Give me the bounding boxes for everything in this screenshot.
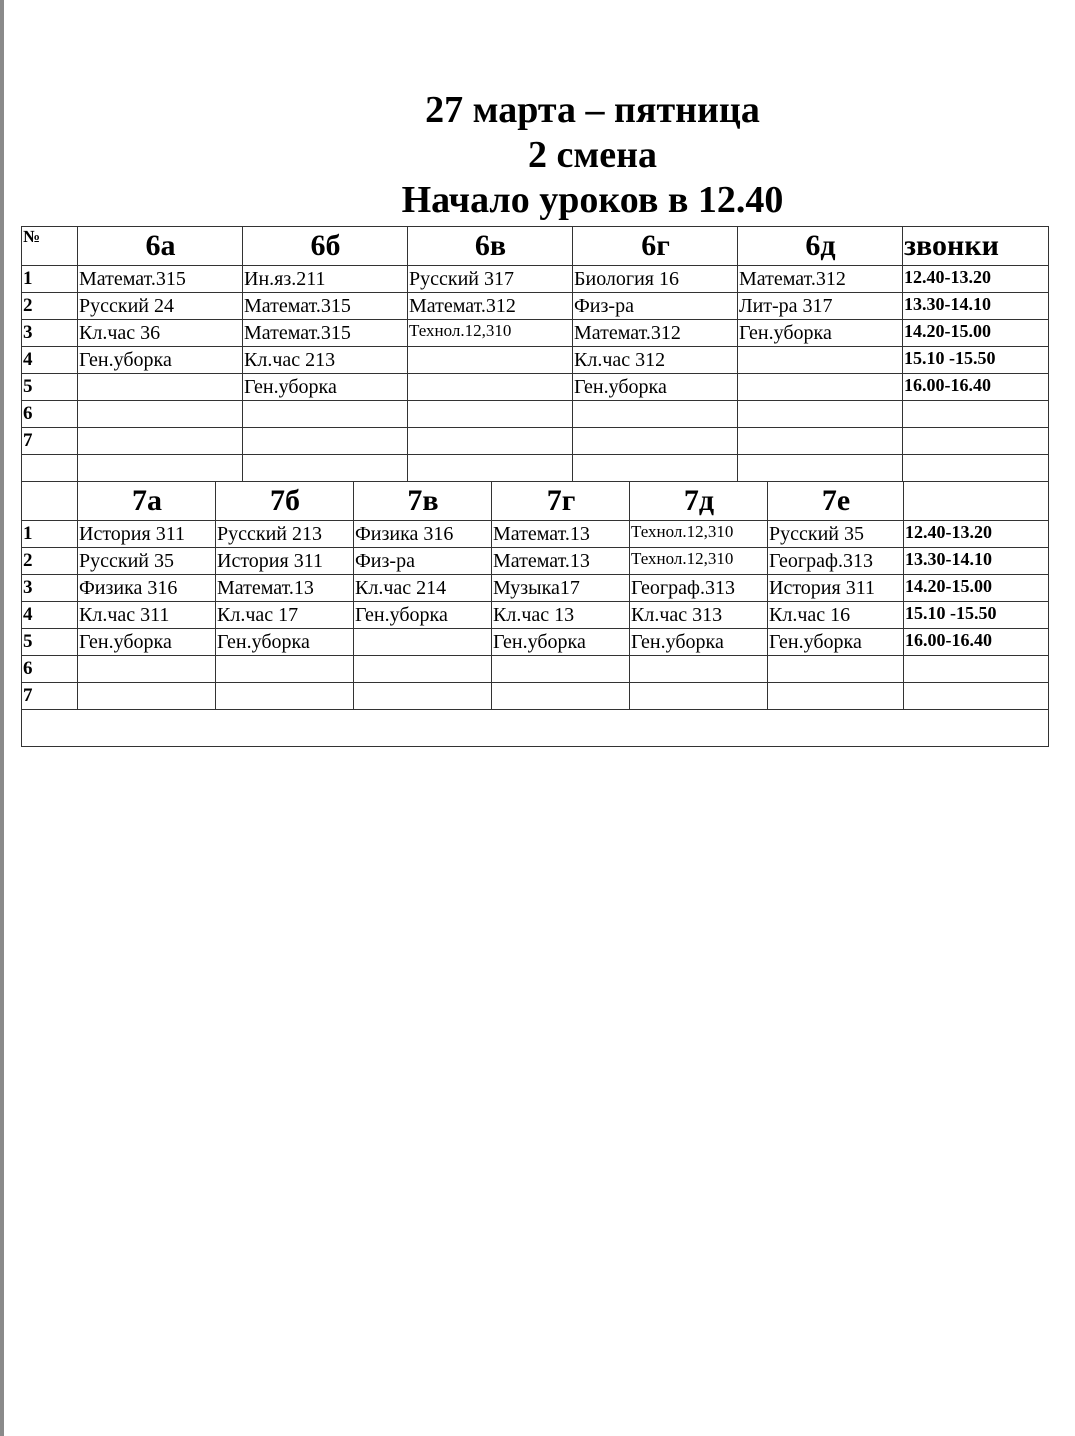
empty-cell (738, 455, 903, 482)
table-row (22, 521, 1049, 548)
grade7-body (22, 521, 1049, 747)
lesson-cell (243, 401, 408, 428)
class-header: 6б (243, 227, 408, 266)
lesson-cell (738, 374, 903, 401)
lesson-cell (492, 656, 630, 683)
lesson-cell (573, 401, 738, 428)
lesson-cell: Кл.час 36 (78, 320, 243, 347)
lesson-cell: Ген.уборка (78, 629, 216, 656)
lesson-cell: История 311 (216, 548, 354, 575)
lesson-number: 3 (22, 575, 78, 602)
lesson-number: 5 (22, 374, 78, 401)
table-row (22, 428, 1049, 455)
lesson-cell (78, 683, 216, 710)
lesson-cell: Ген.уборка (216, 629, 354, 656)
lesson-cell: Физ-ра (354, 548, 492, 575)
lesson-cell (78, 401, 243, 428)
grade7-header-row (22, 482, 1049, 521)
lesson-cell (78, 428, 243, 455)
lesson-cell (768, 656, 904, 683)
spacer-row (22, 710, 1049, 747)
lesson-cell (738, 428, 903, 455)
lesson-cell: Географ.313 (768, 548, 904, 575)
class-header: 7а (78, 482, 216, 521)
title-date: 27 марта – пятница (425, 89, 760, 131)
lesson-number: 7 (22, 683, 78, 710)
lesson-cell (243, 428, 408, 455)
table-row (22, 293, 1049, 320)
bell-time: 16.00-16.40 (903, 374, 1049, 401)
bell-time (904, 683, 1049, 710)
lesson-cell: Физика 316 (78, 575, 216, 602)
bell-time (903, 401, 1049, 428)
lesson-cell: Кл.час 214 (354, 575, 492, 602)
lesson-number: 5 (22, 629, 78, 656)
lesson-cell: Технол.12,310 (630, 548, 768, 575)
lesson-cell: Кл.час 313 (630, 602, 768, 629)
class-header: 7д (630, 482, 768, 521)
lesson-cell (354, 683, 492, 710)
bell-time: 15.10 -15.50 (903, 347, 1049, 374)
lesson-cell: Кл.час 17 (216, 602, 354, 629)
lesson-cell: Математ.312 (738, 266, 903, 293)
lesson-cell (768, 683, 904, 710)
lesson-number-header: № (22, 227, 78, 266)
lesson-cell: Русский 35 (768, 521, 904, 548)
lesson-cell: Ген.уборка (768, 629, 904, 656)
lesson-cell: Русский 213 (216, 521, 354, 548)
empty-cell (78, 455, 243, 482)
class-header: 7б (216, 482, 354, 521)
lesson-cell: Кл.час 312 (573, 347, 738, 374)
table-row (22, 401, 1049, 428)
lesson-cell: Ген.уборка (573, 374, 738, 401)
empty-cell (573, 455, 738, 482)
lesson-cell: Ген.уборка (354, 602, 492, 629)
spacer-row (22, 455, 1049, 482)
table-row (22, 602, 1049, 629)
table-row (22, 347, 1049, 374)
lesson-number: 7 (22, 428, 78, 455)
lesson-cell (216, 656, 354, 683)
class-header: 6в (408, 227, 573, 266)
grade6-header-row (22, 227, 1049, 266)
lesson-number: 6 (22, 401, 78, 428)
lesson-cell: Русский 317 (408, 266, 573, 293)
bells-header: звонки (903, 227, 1049, 266)
lesson-cell: Математ.13 (216, 575, 354, 602)
lesson-cell: Русский 24 (78, 293, 243, 320)
bell-time: 12.40-13.20 (903, 266, 1049, 293)
lesson-number: 3 (22, 320, 78, 347)
bell-time (903, 428, 1049, 455)
bell-time: 16.00-16.40 (904, 629, 1049, 656)
lesson-cell (354, 629, 492, 656)
lesson-cell: Математ.315 (78, 266, 243, 293)
bell-time: 14.20-15.00 (903, 320, 1049, 347)
class-header: 7е (768, 482, 904, 521)
lesson-cell (630, 683, 768, 710)
lesson-cell: Математ.315 (243, 320, 408, 347)
lesson-cell: Ген.уборка (630, 629, 768, 656)
class-header: 6д (738, 227, 903, 266)
lesson-number: 1 (22, 266, 78, 293)
bell-time: 13.30-14.10 (904, 548, 1049, 575)
grade7-schedule-table (21, 481, 1049, 747)
lesson-cell: Русский 35 (78, 548, 216, 575)
bell-time: 14.20-15.00 (904, 575, 1049, 602)
lesson-cell: Математ.315 (243, 293, 408, 320)
table-row (22, 374, 1049, 401)
bell-time: 15.10 -15.50 (904, 602, 1049, 629)
page-title (0, 88, 1075, 223)
table-row (22, 266, 1049, 293)
lesson-cell: Географ.313 (630, 575, 768, 602)
table-row (22, 575, 1049, 602)
empty-cell (22, 455, 78, 482)
lesson-number: 4 (22, 347, 78, 374)
bell-time (904, 656, 1049, 683)
lesson-cell (630, 656, 768, 683)
lesson-cell (492, 683, 630, 710)
bell-time: 13.30-14.10 (903, 293, 1049, 320)
lesson-cell (573, 428, 738, 455)
empty-cell (903, 455, 1049, 482)
lesson-cell: Технол.12,310 (408, 320, 573, 347)
lesson-cell (408, 347, 573, 374)
lesson-number: 2 (22, 293, 78, 320)
lesson-cell: Музыка17 (492, 575, 630, 602)
class-header: 6а (78, 227, 243, 266)
lesson-cell: Ген.уборка (78, 347, 243, 374)
class-header: 7в (354, 482, 492, 521)
lesson-cell: Математ.312 (408, 293, 573, 320)
lesson-number: 6 (22, 656, 78, 683)
lesson-cell (408, 374, 573, 401)
grade6-schedule-table (21, 226, 1049, 482)
lesson-number: 1 (22, 521, 78, 548)
lesson-cell (78, 656, 216, 683)
lesson-cell: Ген.уборка (243, 374, 408, 401)
lesson-cell: Ген.уборка (738, 320, 903, 347)
empty-cell (408, 455, 573, 482)
lesson-cell (738, 347, 903, 374)
title-shift: 2 смена (527, 134, 657, 176)
lesson-number: 4 (22, 602, 78, 629)
lesson-cell: Кл.час 13 (492, 602, 630, 629)
empty-cell (243, 455, 408, 482)
table-row (22, 656, 1049, 683)
lesson-cell (216, 683, 354, 710)
lesson-cell: Лит-ра 317 (738, 293, 903, 320)
lesson-number: 2 (22, 548, 78, 575)
lesson-cell (408, 428, 573, 455)
bell-time: 12.40-13.20 (904, 521, 1049, 548)
table-row (22, 548, 1049, 575)
lesson-cell: Математ.13 (492, 548, 630, 575)
lesson-cell: Физ-ра (573, 293, 738, 320)
lesson-cell: Ин.яз.211 (243, 266, 408, 293)
lesson-cell: Технол.12,310 (630, 521, 768, 548)
table-row (22, 629, 1049, 656)
class-header: 7г (492, 482, 630, 521)
lesson-cell: История 311 (78, 521, 216, 548)
lesson-cell: Ген.уборка (492, 629, 630, 656)
title-start-time: Начало уроков в 12.40 (401, 179, 784, 221)
lesson-cell: История 311 (768, 575, 904, 602)
grade6-body (22, 266, 1049, 482)
lesson-cell (354, 656, 492, 683)
lesson-cell: Математ.312 (573, 320, 738, 347)
lesson-cell: Математ.13 (492, 521, 630, 548)
lesson-cell (738, 401, 903, 428)
table-row (22, 683, 1049, 710)
lesson-cell: Кл.час 311 (78, 602, 216, 629)
table-row (22, 320, 1049, 347)
lesson-cell: Физика 316 (354, 521, 492, 548)
class-header: 6г (573, 227, 738, 266)
bells-header-empty (904, 482, 1049, 521)
lesson-number-header-empty (22, 482, 78, 521)
lesson-cell: Кл.час 16 (768, 602, 904, 629)
lesson-cell: Кл.час 213 (243, 347, 408, 374)
empty-cell (22, 710, 1049, 747)
lesson-cell (78, 374, 243, 401)
lesson-cell (408, 401, 573, 428)
lesson-cell: Биология 16 (573, 266, 738, 293)
